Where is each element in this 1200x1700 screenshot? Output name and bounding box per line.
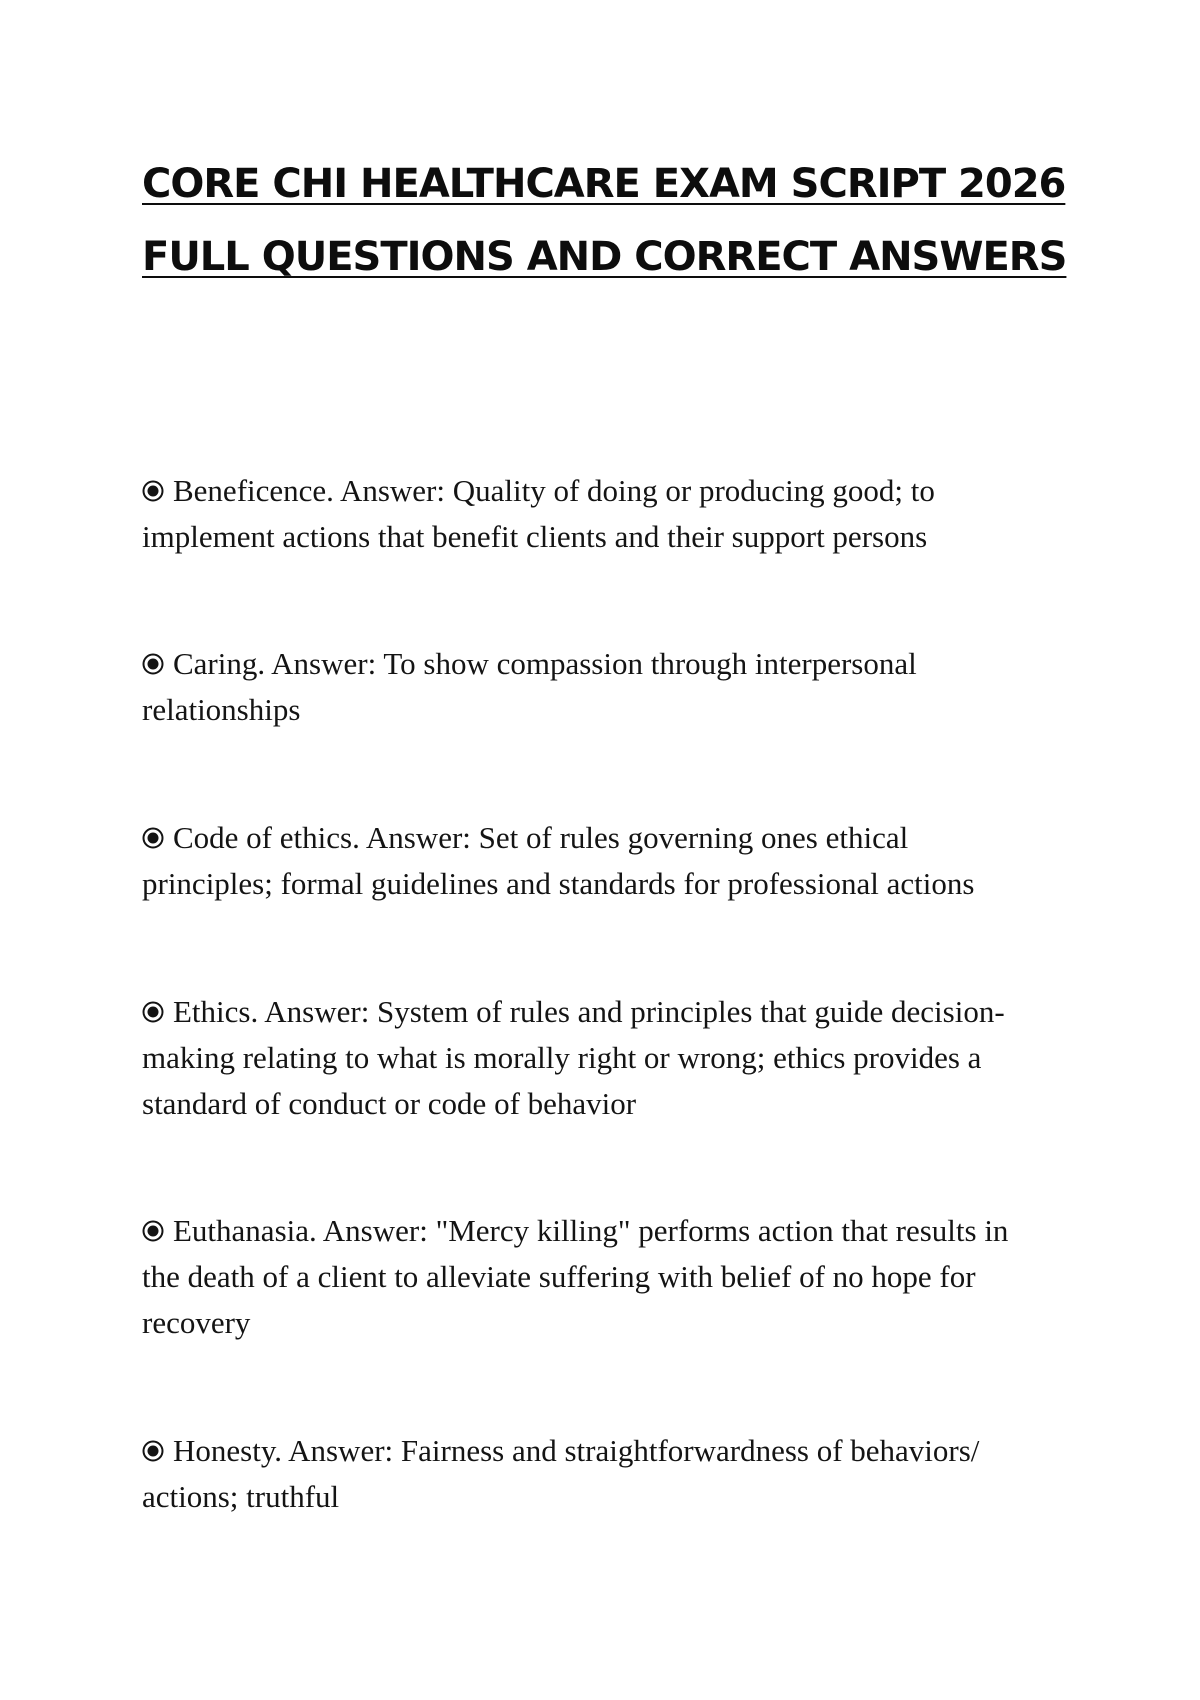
radio-bullet-icon [142, 480, 164, 502]
radio-bullet-icon [142, 1001, 164, 1023]
entry-text: Caring. Answer: To show compassion through interpersonal relationships [142, 646, 917, 727]
entry-text: Code of ethics. Answer: Set of rules governing ones ethical principles; formal guidelines and standards for professional actions [142, 820, 975, 901]
title-line-2: FULL QUESTIONS AND CORRECT ANSWERS [142, 234, 1067, 280]
entry-text: Honesty. Answer: Fairness and straightforwardness of behaviors/ actions; truthful [142, 1433, 980, 1514]
entry-beneficence [142, 468, 1042, 560]
page-title [142, 148, 1067, 294]
entry-euthanasia [142, 1208, 1042, 1346]
radio-bullet-icon [142, 653, 164, 675]
entry-honesty [142, 1428, 1042, 1520]
entry-caring [142, 641, 1042, 733]
entry-text: Euthanasia. Answer: "Mercy killing" performs action that results in the death of a client to alleviate suffering with belief of no hope for recovery [142, 1213, 1009, 1340]
radio-bullet-icon [142, 827, 164, 849]
title-line-1: CORE CHI HEALTHCARE EXAM SCRIPT 2026 [142, 161, 1066, 207]
entry-text: Ethics. Answer: System of rules and principles that guide decision-making relating to what is morally right or wrong; ethics provides a standard of conduct or code of behavior [142, 994, 1005, 1121]
radio-bullet-icon [142, 1220, 164, 1242]
radio-bullet-icon [142, 1440, 164, 1462]
entry-code-of-ethics [142, 815, 1042, 907]
entry-text: Beneficence. Answer: Quality of doing or producing good; to implement actions that benefit clients and their support persons [142, 473, 935, 554]
entry-ethics [142, 989, 1042, 1127]
